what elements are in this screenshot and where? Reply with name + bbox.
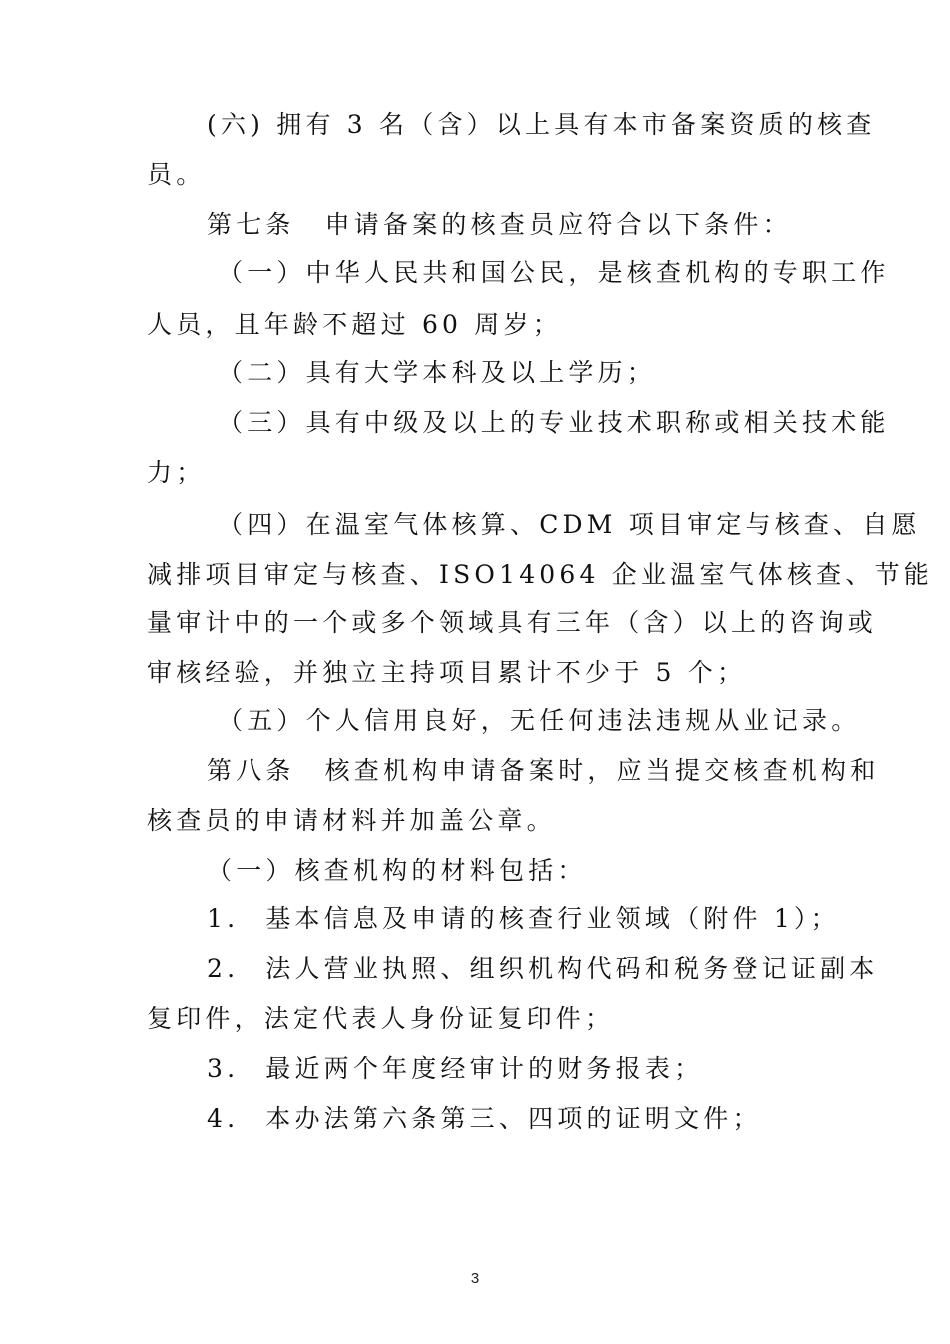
text-line: 审核经验，并独立主持项目累计不少于 5 个； — [147, 658, 747, 687]
text-line: 力； — [147, 458, 206, 487]
item-text: 本办法第六条第三、四项的证明文件； — [265, 1104, 762, 1133]
text-line: （四）在温室气体核算、CDM 项目审定与核查、自愿 — [218, 510, 921, 539]
text-line: （二）具有大学本科及以上学历； — [218, 358, 657, 387]
list-item — [207, 954, 878, 984]
text-line: 量审计中的一个或多个领域具有三年（含）以上的咨询或 — [147, 608, 878, 637]
text-line: 员。 — [147, 160, 206, 189]
item-number: 3. — [207, 1054, 240, 1083]
text-line: 核查员的申请材料并加盖公章。 — [147, 806, 556, 835]
page-number: 3 — [470, 1270, 480, 1287]
list-item — [207, 1054, 703, 1084]
item-text: 法人营业执照、组织机构代码和税务登记证副本 — [265, 954, 879, 983]
item-number: 4. — [207, 1104, 240, 1133]
item-number: 2. — [207, 954, 240, 983]
text-line: （一）核查机构的材料包括： — [207, 856, 587, 885]
text-line: (六) 拥有 3 名（含）以上具有本市备案资质的核查 — [207, 110, 876, 139]
article-8-heading — [207, 756, 879, 786]
text-line: （三）具有中级及以上的专业技术职称或相关技术能 — [218, 408, 890, 437]
text-line: （一）中华人民共和国公民，是核查机构的专职工作 — [218, 258, 890, 287]
list-item — [207, 1104, 762, 1134]
article-number: 第七条 — [207, 210, 295, 239]
item-text: 基本信息及申请的核查行业领域（附件 1）； — [265, 904, 840, 933]
article-text: 核查机构申请备案时，应当提交核查机构和 — [324, 756, 880, 785]
article-7-heading — [207, 210, 792, 240]
article-number: 第八条 — [207, 756, 295, 785]
item-text: 最近两个年度经审计的财务报表； — [265, 1054, 704, 1083]
text-line: 人员，且年龄不超过 60 周岁； — [147, 310, 562, 339]
item-number: 1. — [207, 904, 240, 933]
list-item — [207, 904, 840, 934]
article-text: 申请备案的核查员应符合以下条件： — [324, 210, 792, 239]
text-line: 减排项目审定与核查、ISO14064 企业温室气体核查、节能 — [147, 560, 933, 589]
text-line: （五）个人信用良好，无任何违法违规从业记录。 — [218, 706, 861, 735]
text-line: 复印件，法定代表人身份证复印件； — [147, 1004, 615, 1033]
